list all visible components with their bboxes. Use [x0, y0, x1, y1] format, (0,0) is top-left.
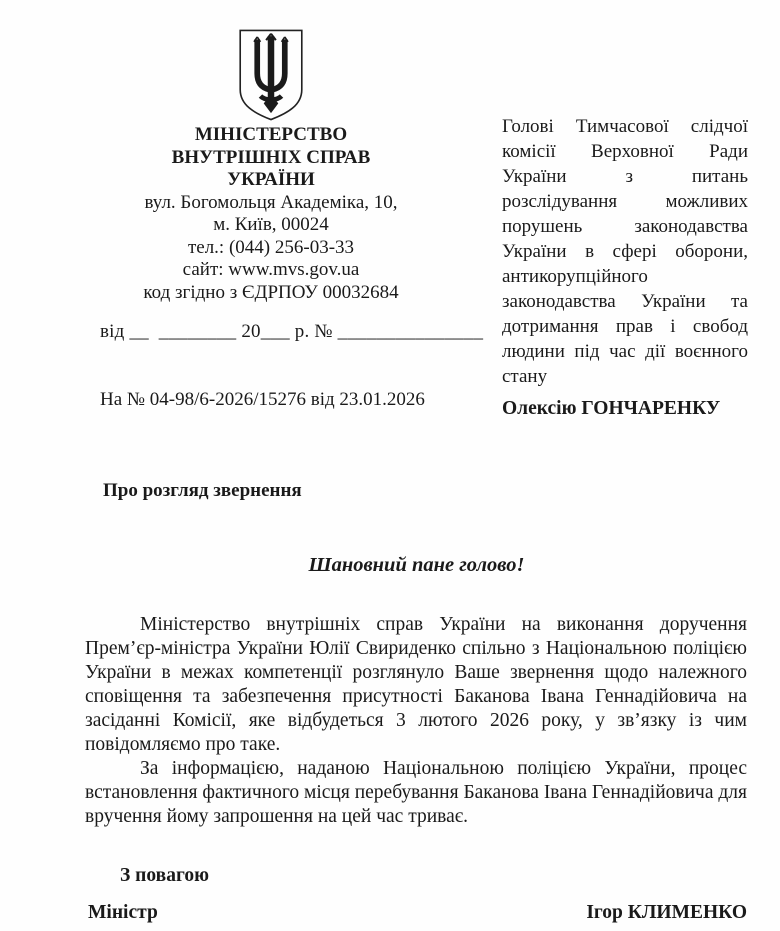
- ministry-address-line: м. Київ, 00024: [213, 214, 329, 235]
- body-paragraph-2: За інформацією, наданою Національною поліцією України, процес встановлення фактичного місця перебування Баканова Івана Геннадійовича для вручення йому запрошення на цей час триває.: [85, 758, 747, 827]
- addressee-name: Олексію ГОНЧАРЕНКУ: [502, 398, 721, 419]
- ministry-contact-info: [85, 192, 457, 305]
- letter-body: [85, 613, 747, 829]
- ukraine-trident-emblem-icon: [85, 28, 457, 122]
- salutation: Шановний пане голово!: [308, 554, 525, 576]
- subject-line: Про розгляд звернення: [103, 480, 302, 501]
- ministry-phone: тел.: (044) 256-03-33: [187, 236, 355, 258]
- signer-name: Ігор КЛИМЕНКО: [586, 902, 747, 923]
- incoming-reference-line: На № 04-98/6-2026/15276 від 23.01.2026: [100, 389, 425, 410]
- closing-phrase: З повагою: [120, 865, 209, 886]
- ministry-name-line: УКРАЇНИ: [227, 169, 315, 190]
- ministry-name: [85, 124, 457, 192]
- ministry-website: сайт: www.mvs.gov.ua: [182, 259, 360, 280]
- signer-position: Міністр: [88, 902, 158, 923]
- addressee-block: [502, 114, 748, 420]
- ministry-name-line: МІНІСТЕРСТВО: [194, 124, 348, 145]
- signature-row: [88, 902, 747, 924]
- ministry-edrpou-code: код згідно з ЄДРПОУ 00032684: [143, 281, 399, 303]
- sender-block: [85, 28, 484, 411]
- letter-header: [0, 0, 780, 420]
- addressee-description: Голові Тимчасової слідчої комісії Верховної Ради України з питань розслідування можливих порушень законодавства України в сфері оборони, антикорупційного законодавства України та дотримання прав і свобод людини під час дії воєнного стану: [502, 116, 748, 387]
- ministry-address-line: вул. Богомольця Академіка, 10,: [144, 191, 398, 213]
- body-paragraph-1: Міністерство внутрішніх справ України на виконання доручення Прем’єр-міністра України Юлії Свириденко спільно з Національною поліцією України в межах компетенції розглянуло Ваше звернення щодо належного сповіщення та забезпечення присутності Баканова Івана Геннадійовича на засіданні Комісії, яке відбудеться 3 лютого 2026 року, у зв’язку із чим повідомляємо про таке.: [85, 614, 747, 755]
- ministry-name-line: ВНУТРІШНІХ СПРАВ: [171, 146, 371, 168]
- blank-date-number-line: від __ ________ 20___ р. № _______________: [100, 321, 484, 342]
